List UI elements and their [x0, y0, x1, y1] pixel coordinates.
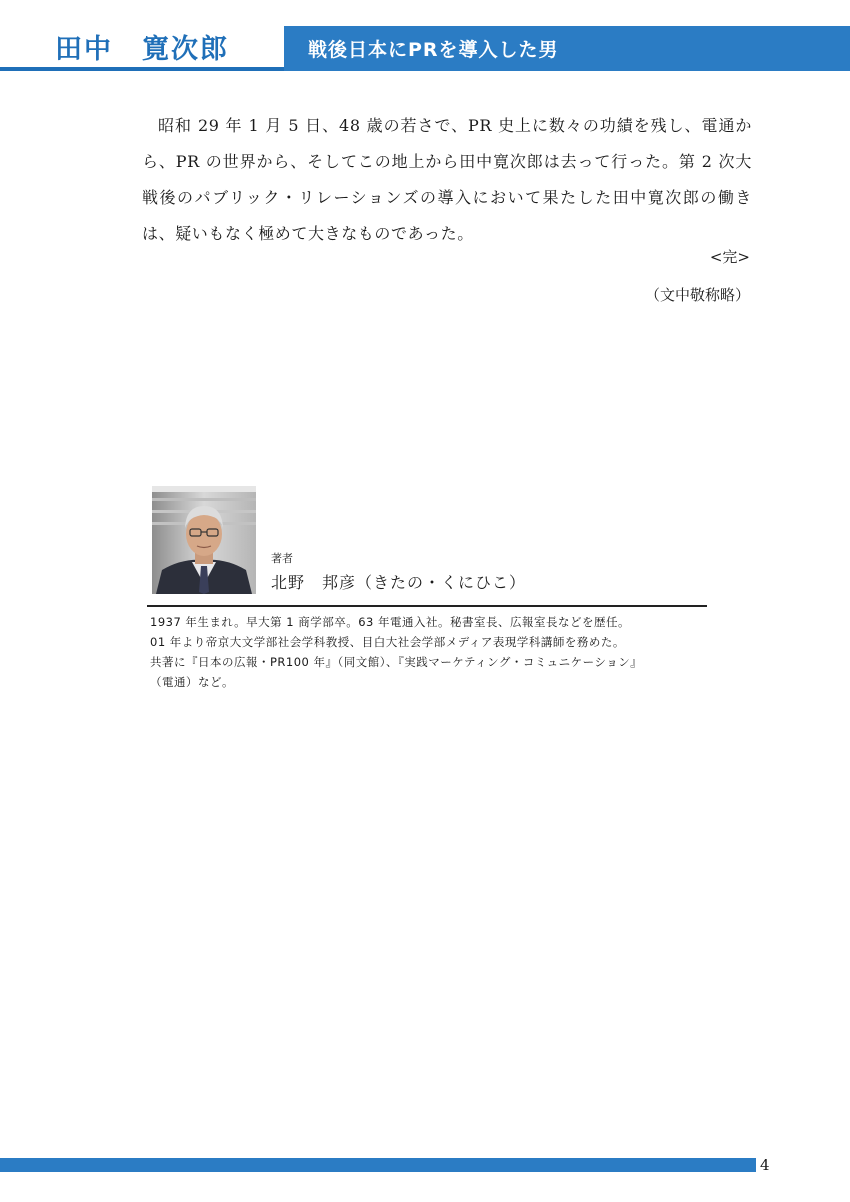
end-mark: <完> [709, 248, 750, 266]
author-photo [152, 486, 256, 594]
bio-line: 共著に『日本の広報・PR100 年』（同文館）、『実践マーケティング・コミュニケーション』 [150, 655, 643, 669]
bio-line: 01 年より帝京大文学部社会学科教授、目白大社会学部メディア表現学科講師を務めた。 [150, 635, 625, 649]
author-name: 北野 邦彦（きたの・くにひこ） [271, 573, 527, 592]
footer-bar [0, 1158, 754, 1172]
bio-line: （電通）など。 [150, 675, 234, 689]
page-number: 4 [760, 1156, 770, 1174]
author-divider [147, 605, 707, 607]
header-title: 戦後日本にPRを導入した男 [308, 39, 559, 61]
header-title-band [284, 26, 850, 71]
author-portrait-image [152, 486, 256, 594]
page-header [0, 26, 850, 71]
header-person-name: 田中 寛次郎 [55, 34, 229, 65]
header-rule [0, 67, 284, 71]
author-label: 著者 [271, 552, 293, 565]
honorifics-note: （文中敬称略） [644, 286, 750, 304]
article-body [142, 108, 752, 252]
author-bio [150, 612, 720, 692]
bio-line: 1937 年生まれ。早大第 1 商学部卒。63 年電通入社。秘書室長、広報室長などを歴任。 [150, 615, 631, 629]
closing-paragraph: 昭和 29 年 1 月 5 日、48 歳の若さで、PR 史上に数々の功績を残し、電通から、PR の世界から、そしてこの地上から田中寛次郎は去って行った。第 2 次大戦後のパブリック・リレーションズの導入において果たした田中寛次郎の働きは、疑いもなく極めて大きなものであった。 [142, 116, 752, 243]
footer-bar-end [754, 1158, 756, 1172]
